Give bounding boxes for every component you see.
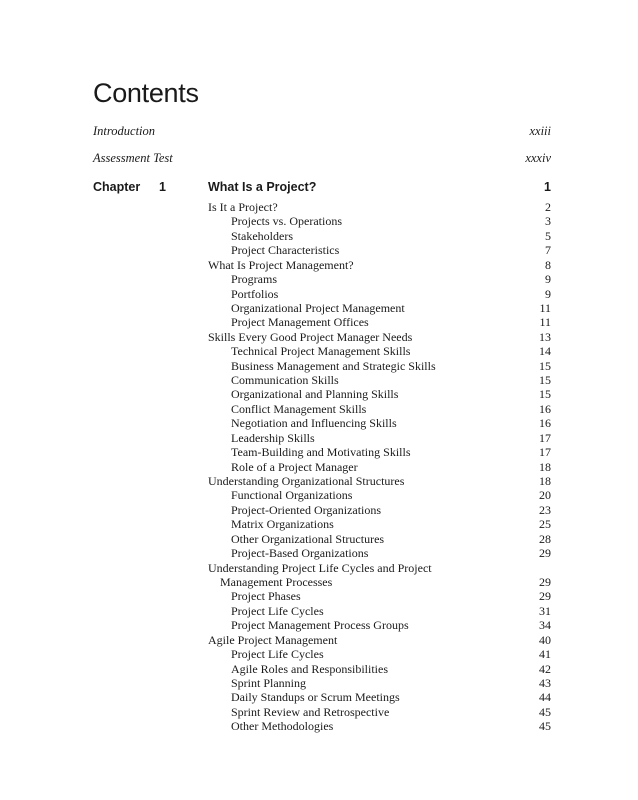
toc-entries bbox=[208, 200, 551, 734]
toc-subsection-entry[interactable] bbox=[208, 662, 551, 676]
toc-entry-page: 31 bbox=[539, 603, 551, 618]
toc-entry-text: Project-Oriented Organizations bbox=[231, 502, 382, 517]
front-matter-assessment-test[interactable] bbox=[93, 151, 551, 166]
front-matter-label: Assessment Test bbox=[93, 151, 173, 165]
toc-entry-text: Team-Building and Motivating Skills bbox=[231, 445, 411, 460]
toc-entry-text: Stakeholders bbox=[231, 228, 293, 243]
toc-entry-text: Business Management and Strategic Skills bbox=[231, 358, 436, 373]
toc-entry-text: Matrix Organizations bbox=[231, 517, 334, 532]
toc-entry-text: Project Management Process Groups bbox=[231, 618, 409, 633]
front-matter-page: xxiii bbox=[529, 124, 551, 138]
front-matter-page: xxxiv bbox=[525, 151, 551, 165]
toc-subsection-entry[interactable] bbox=[208, 503, 551, 517]
toc-subsection-entry[interactable] bbox=[208, 359, 551, 373]
front-matter-label: Introduction bbox=[93, 124, 156, 138]
toc-entry-text: Organizational Project Management bbox=[231, 300, 405, 315]
toc-entry-page: 8 bbox=[545, 257, 551, 272]
toc-entry-text: Role of a Project Manager bbox=[231, 459, 358, 474]
toc-entry-page: 11 bbox=[539, 315, 551, 330]
toc-subsection-entry[interactable] bbox=[208, 301, 551, 315]
toc-entry-text: Organizational and Planning Skills bbox=[231, 387, 399, 402]
toc-entry-text: Project Life Cycles bbox=[231, 647, 324, 662]
toc-entry-page: 20 bbox=[539, 488, 551, 503]
toc-entry-page: 5 bbox=[545, 228, 551, 243]
toc-subsection-entry[interactable] bbox=[208, 272, 551, 286]
toc-entry-page: 45 bbox=[539, 719, 551, 734]
toc-entry-page: 17 bbox=[539, 430, 551, 445]
page-title: Contents bbox=[93, 78, 199, 108]
front-matter-introduction[interactable] bbox=[93, 124, 551, 139]
chapter-word: Chapter bbox=[93, 180, 141, 194]
toc-entry-page: 43 bbox=[539, 675, 551, 690]
toc-entry-page: 18 bbox=[539, 459, 551, 474]
toc-entry-page: 40 bbox=[539, 632, 551, 647]
toc-subsection-entry[interactable] bbox=[208, 214, 551, 228]
toc-entry-page: 15 bbox=[539, 373, 551, 388]
toc-subsection-entry[interactable] bbox=[208, 517, 551, 531]
toc-entry-text: Conflict Management Skills bbox=[231, 401, 367, 416]
toc-entry-text: Understanding Project Life Cycles and Project bbox=[208, 560, 432, 575]
toc-subsection-entry[interactable] bbox=[208, 647, 551, 661]
toc-entry-page: 13 bbox=[539, 329, 551, 344]
toc-subsection-entry[interactable] bbox=[208, 532, 551, 546]
toc-entry-page: 16 bbox=[539, 401, 551, 416]
toc-entry-text: Agile Project Management bbox=[208, 632, 338, 647]
toc-entry-text: Programs bbox=[231, 272, 277, 287]
toc-entry-text: Understanding Organizational Structures bbox=[208, 474, 405, 489]
toc-entry-page: 9 bbox=[545, 272, 551, 287]
toc-entry-text: Daily Standups or Scrum Meetings bbox=[231, 690, 400, 705]
toc-entry-text: Agile Roles and Responsibilities bbox=[231, 661, 388, 676]
toc-entry-page: 7 bbox=[545, 243, 551, 258]
toc-entry-page: 15 bbox=[539, 387, 551, 402]
toc-subsection-entry[interactable] bbox=[208, 445, 551, 459]
toc-subsection-entry[interactable] bbox=[208, 387, 551, 401]
toc-entry-text: Project Life Cycles bbox=[231, 603, 324, 618]
toc-entry-text: Communication Skills bbox=[231, 373, 339, 388]
toc-section-entry[interactable] bbox=[208, 200, 551, 214]
toc-entry-text: Sprint Review and Retrospective bbox=[231, 704, 390, 719]
toc-entry-page: 28 bbox=[539, 531, 551, 546]
toc-entry-text: Project Phases bbox=[231, 589, 301, 604]
toc-entry-page: 29 bbox=[539, 546, 551, 561]
toc-entry-text: Project Characteristics bbox=[231, 243, 340, 258]
toc-entry-text: Technical Project Management Skills bbox=[231, 344, 411, 359]
toc-subsection-entry[interactable] bbox=[208, 676, 551, 690]
toc-entry-page: 42 bbox=[539, 661, 551, 676]
toc-section-entry[interactable] bbox=[208, 633, 551, 647]
toc-entry-text: Leadership Skills bbox=[231, 430, 315, 445]
toc-subsection-entry[interactable] bbox=[208, 416, 551, 430]
toc-entry-page: 44 bbox=[539, 690, 551, 705]
toc-entry-page: 9 bbox=[545, 286, 551, 301]
toc-entry-page: 23 bbox=[539, 502, 551, 517]
toc-subsection-entry[interactable] bbox=[208, 243, 551, 257]
toc-subsection-entry[interactable] bbox=[208, 705, 551, 719]
toc-subsection-entry[interactable] bbox=[208, 431, 551, 445]
toc-subsection-entry[interactable] bbox=[208, 488, 551, 502]
toc-entry-page: 14 bbox=[539, 344, 551, 359]
toc-entry-page: 11 bbox=[539, 300, 551, 315]
toc-entry-page: 29 bbox=[539, 589, 551, 604]
toc-section-entry[interactable] bbox=[208, 474, 551, 488]
toc-subsection-entry[interactable] bbox=[208, 344, 551, 358]
toc-entry-text: Other Organizational Structures bbox=[231, 531, 385, 546]
toc-subsection-entry[interactable] bbox=[208, 315, 551, 329]
toc-section-entry[interactable] bbox=[208, 330, 551, 344]
toc-entry-text: Projects vs. Operations bbox=[231, 214, 342, 229]
toc-section-entry[interactable] bbox=[208, 561, 551, 575]
toc-entry-page: 34 bbox=[539, 618, 551, 633]
toc-entry-text: Portfolios bbox=[231, 286, 279, 301]
toc-entry-text: Project-Based Organizations bbox=[231, 546, 369, 561]
toc-entry-page: 15 bbox=[539, 358, 551, 373]
toc-entry-text: Sprint Planning bbox=[231, 675, 307, 690]
toc-entry-page: 16 bbox=[539, 416, 551, 431]
toc-entry-text: Skills Every Good Project Manager Needs bbox=[208, 329, 413, 344]
toc-entry-page: 3 bbox=[545, 214, 551, 229]
toc-section-entry[interactable] bbox=[208, 575, 551, 589]
toc-subsection-entry[interactable] bbox=[208, 373, 551, 387]
toc-entry-text: What Is Project Management? bbox=[208, 257, 354, 272]
toc-entry-page: 25 bbox=[539, 517, 551, 532]
chapter-number: 1 bbox=[159, 180, 166, 194]
toc-entry-page: 45 bbox=[539, 704, 551, 719]
toc-subsection-entry[interactable] bbox=[208, 719, 551, 733]
toc-subsection-entry[interactable] bbox=[208, 460, 551, 474]
toc-subsection-entry[interactable] bbox=[208, 287, 551, 301]
toc-entry-text: Is It a Project? bbox=[208, 200, 278, 214]
toc-entry-text: Project Management Offices bbox=[231, 315, 369, 330]
toc-subsection-entry[interactable] bbox=[208, 618, 551, 632]
toc-entry-text: Management Processes bbox=[220, 574, 333, 589]
toc-subsection-entry[interactable] bbox=[208, 690, 551, 704]
toc-entry-page: 29 bbox=[539, 574, 551, 589]
toc-subsection-entry[interactable] bbox=[208, 229, 551, 243]
toc-subsection-entry[interactable] bbox=[208, 589, 551, 603]
toc-entry-text: Other Methodologies bbox=[231, 719, 334, 734]
toc-entry-page: 17 bbox=[539, 445, 551, 460]
toc-subsection-entry[interactable] bbox=[208, 604, 551, 618]
toc-entry-page: 41 bbox=[539, 647, 551, 662]
toc-section-entry[interactable] bbox=[208, 258, 551, 272]
chapter-page: 1 bbox=[544, 180, 551, 194]
toc-entry-page: 18 bbox=[539, 474, 551, 489]
toc-subsection-entry[interactable] bbox=[208, 546, 551, 560]
toc-entry-text: Functional Organizations bbox=[231, 488, 353, 503]
toc-entry-page: 2 bbox=[545, 200, 551, 214]
toc-subsection-entry[interactable] bbox=[208, 402, 551, 416]
chapter-title: What Is a Project? bbox=[208, 180, 317, 194]
toc-entry-text: Negotiation and Influencing Skills bbox=[231, 416, 397, 431]
